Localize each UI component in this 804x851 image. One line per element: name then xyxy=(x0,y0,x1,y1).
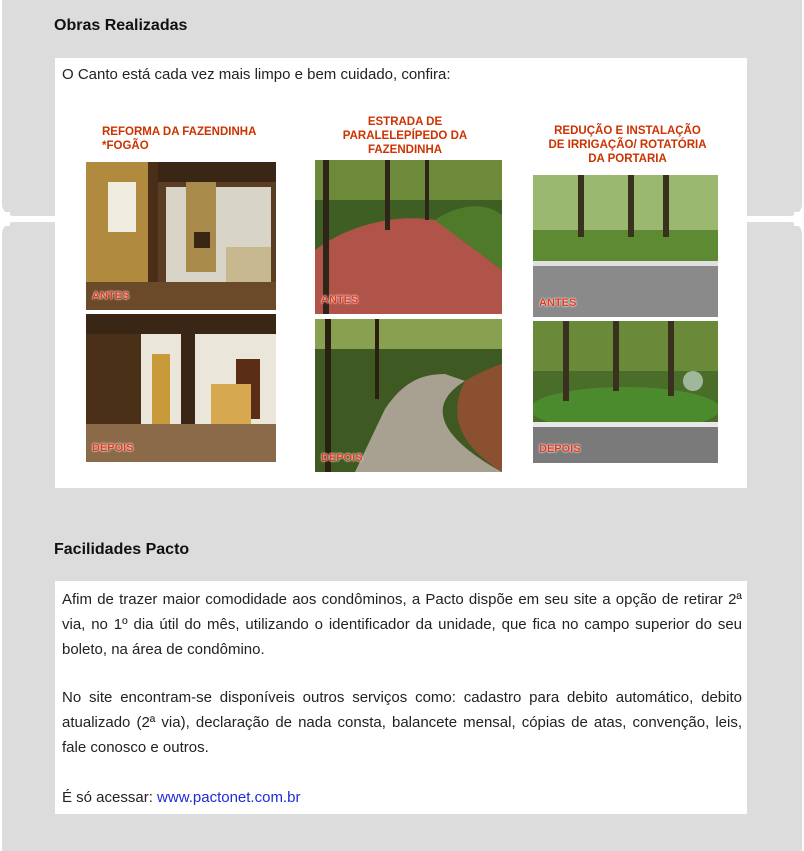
pactonet-link[interactable]: www.pactonet.com.br xyxy=(157,789,301,806)
facilidades-heading: Facilidades Pacto xyxy=(54,541,190,558)
photo-fazendinha-antes xyxy=(86,162,276,310)
estrada-depois-illustration xyxy=(315,319,502,472)
fazendinha-antes-illustration xyxy=(86,162,276,310)
rotatoria-antes-illustration xyxy=(533,175,718,317)
facilidades-access-line xyxy=(62,785,742,810)
facilidades-paragraph-1: Afim de trazer maior comodidade aos condôminos, a Pacto dispõe em seu site a opção de retirar 2ª via, no 1º dia útil do mês, utilizando o identificador da unidade, que fica no campo superior do seu boleto, na área de condômino. xyxy=(62,591,742,658)
access-label: É só acessar: xyxy=(62,789,158,806)
photo-rotatoria-depois xyxy=(533,321,718,463)
photo-rotatoria-antes xyxy=(533,175,718,317)
estrada-antes-illustration xyxy=(315,160,502,314)
label-antes-3: ANTES xyxy=(539,297,577,309)
rotatoria-depois-illustration xyxy=(533,321,718,463)
obras-heading: Obras Realizadas xyxy=(54,17,188,34)
photo-estrada-antes xyxy=(315,160,502,314)
label-antes-1: ANTES xyxy=(92,290,130,302)
label-depois-3: DEPOIS xyxy=(539,443,581,455)
panel-notch-right xyxy=(794,212,804,226)
panel-notch-left xyxy=(0,212,10,226)
fazendinha-depois-illustration xyxy=(86,314,276,462)
facilidades-paragraph-2: No site encontram-se disponíveis outros serviços como: cadastro para debito automático, debito atualizado (2ª via), declaração de nada consta, balancete mensal, cópias de atas, convenção, leis, fale conosco e outros. xyxy=(62,689,742,756)
photo-fazendinha-depois xyxy=(86,314,276,462)
caption-rotatoria: REDUÇÃO E INSTALAÇÃO DE IRRIGAÇÃO/ ROTATÓRIA DA PORTARIA xyxy=(548,125,707,165)
label-antes-2: ANTES xyxy=(321,294,359,306)
caption-estrada: ESTRADA DE PARALELEPÍPEDO DA FAZENDINHA xyxy=(342,116,468,156)
label-depois-1: DEPOIS xyxy=(92,442,134,454)
label-depois-2: DEPOIS xyxy=(321,452,363,464)
caption-fazendinha: REFORMA DA FAZENDINHA *FOGÃO xyxy=(102,126,256,152)
obras-intro: O Canto está cada vez mais limpo e bem cuidado, confira: xyxy=(62,66,451,83)
photo-estrada-depois xyxy=(315,319,502,472)
